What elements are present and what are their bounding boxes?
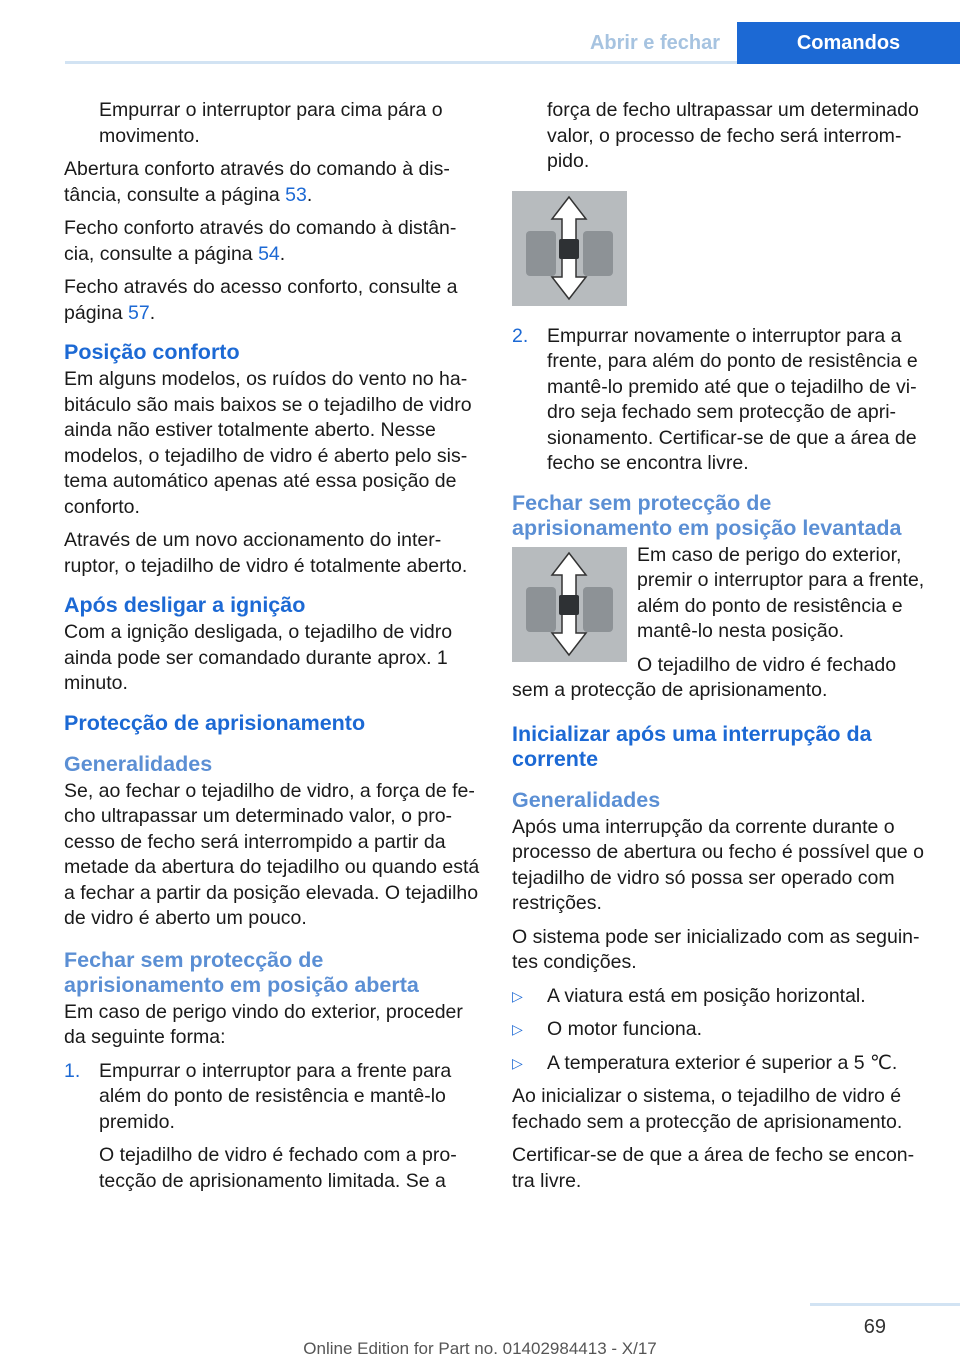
raised-position-text: Em caso de perigo do exterior, premir o interruptor para a frente, além do ponto de resistência e mantê-lo nesta posição. xyxy=(637,543,925,642)
general-text: Se, ao fechar o tejadilho de vidro, a força de fecho ultrapassar um determinado valor, o processo de fecho será interrompido a partir da metade da abertura do tejadilho ou quando está a fechar a partir da posição elevada. O tejadilho de vidro é aberto um pouco. xyxy=(64,779,480,929)
switch-arrows-icon xyxy=(512,191,627,306)
heading-general: Generalidades xyxy=(64,751,213,776)
heading-after-ignition: Após desligar a ignição xyxy=(64,593,306,617)
heading-close-raised-position: Fechar sem protecção de aprisionamento em posição levantada xyxy=(512,490,902,540)
bullet-triangle-icon: ▷ xyxy=(512,1021,523,1037)
ensure-clear-text: Certificar-se de que a área de fecho se encontra livre. xyxy=(512,1144,915,1192)
list-item-subtext: O tejadilho de vidro é fechado com a protecção de aprisionamento limitada. Se a xyxy=(99,1144,457,1192)
right-column xyxy=(512,98,928,1202)
roof-switch-illustration xyxy=(512,547,627,662)
list-item: ▷ O motor funciona. xyxy=(512,1017,928,1043)
bullet-triangle-icon: ▷ xyxy=(512,1054,523,1071)
stop-movement-text: Empurrar o interruptor para cima pára o movimento. xyxy=(99,99,443,147)
heading-comfort-position: Posição conforto xyxy=(64,340,240,364)
interruption-text: Após uma interrupção da corrente durante o processo de abertura ou fecho é possível que o tejadilho de vidro só possa ser operado com restrições. xyxy=(512,815,924,914)
remote-close-paragraph: Fecho conforto através do comando à distância, consulte a página 54. xyxy=(64,217,457,265)
continuation-text: força de fecho ultrapassar um determinado valor, o processo de fecho será interrompido. xyxy=(547,99,919,172)
initialize-result-text: Ao inicializar o sistema, o tejadilho de vidro é fechado sem a protecção de aprisionamento. xyxy=(512,1085,903,1133)
comfort-access-paragraph: Fecho através do acesso conforto, consulte a página 57. xyxy=(64,276,458,324)
page-number: 69 xyxy=(863,1316,886,1338)
edition-footer: Online Edition for Part no. 01402984413 - X/17 xyxy=(303,1339,657,1358)
header-chapter-tab[interactable]: Comandos xyxy=(737,22,960,64)
switch-arrows-icon xyxy=(512,547,627,662)
heading-pinch-protection: Protecção de aprisionamento xyxy=(64,710,366,735)
list-number: 1. xyxy=(64,1059,81,1082)
closed-without-protection-text: O tejadilho de vidro é fechado sem a protecção de aprisionamento. xyxy=(512,653,897,701)
danger-text: Em caso de perigo vindo do exterior, proceder da seguinte forma: xyxy=(64,1000,463,1048)
heading-initialize: Inicializar após uma interrupção da corrente xyxy=(512,721,872,771)
left-column xyxy=(64,98,480,1202)
full-open-text: Através de um novo accionamento do interruptor, o tejadilho de vidro é totalmente aberto. xyxy=(64,529,468,577)
conditions-text: O sistema pode ser inicializado com as seguintes condições. xyxy=(512,925,920,973)
page-link-54[interactable]: 54 xyxy=(258,242,280,265)
comfort-position-text: Em alguns modelos, os ruídos do vento no habitáculo são mais baixos se o tejadilho de vidro ainda não estiver totalmente aberto. Nesse modelos, o tejadilho de vidro é aberto pelo sistema automático apenas até essa posição de conforto. xyxy=(64,368,472,518)
header-section-tab[interactable]: Abrir e fechar xyxy=(589,32,721,54)
roof-switch-illustration xyxy=(512,191,627,306)
page-link-57[interactable]: 57 xyxy=(127,301,150,324)
list-number: 2. xyxy=(512,324,529,347)
footer-rule xyxy=(810,1303,960,1306)
after-ignition-text: Com a ignição desligada, o tejadilho de vidro ainda pode ser comandado durante aprox. 1 minuto. xyxy=(64,621,453,694)
remote-open-paragraph: Abertura conforto através do comando à distância, consulte a página 53. xyxy=(64,158,450,206)
list-item: 1. Empurrar o interruptor para a frente para além do ponto de resistência e mantê-lo premido. xyxy=(64,1059,452,1133)
page-link-53[interactable]: 53 xyxy=(285,183,307,206)
list-item: 2. Empurrar novamente o interruptor para a frente, para além do ponto de resistência e mantê-lo premido até que o tejadilho de vidro seja fechado sem protecção de aprisionamento. Certificar-se de que a área de fecho se encontra livre. xyxy=(512,324,918,474)
list-item: ▷ A temperatura exterior é superior a 5 ℃. xyxy=(512,1051,928,1077)
list-item: ▷ A viatura está em posição horizontal. xyxy=(512,984,928,1010)
heading-general: Generalidades xyxy=(512,787,661,812)
heading-close-open-position: Fechar sem protecção de aprisionamento em posição aberta xyxy=(64,947,419,997)
bullet-triangle-icon: ▷ xyxy=(512,987,523,1004)
